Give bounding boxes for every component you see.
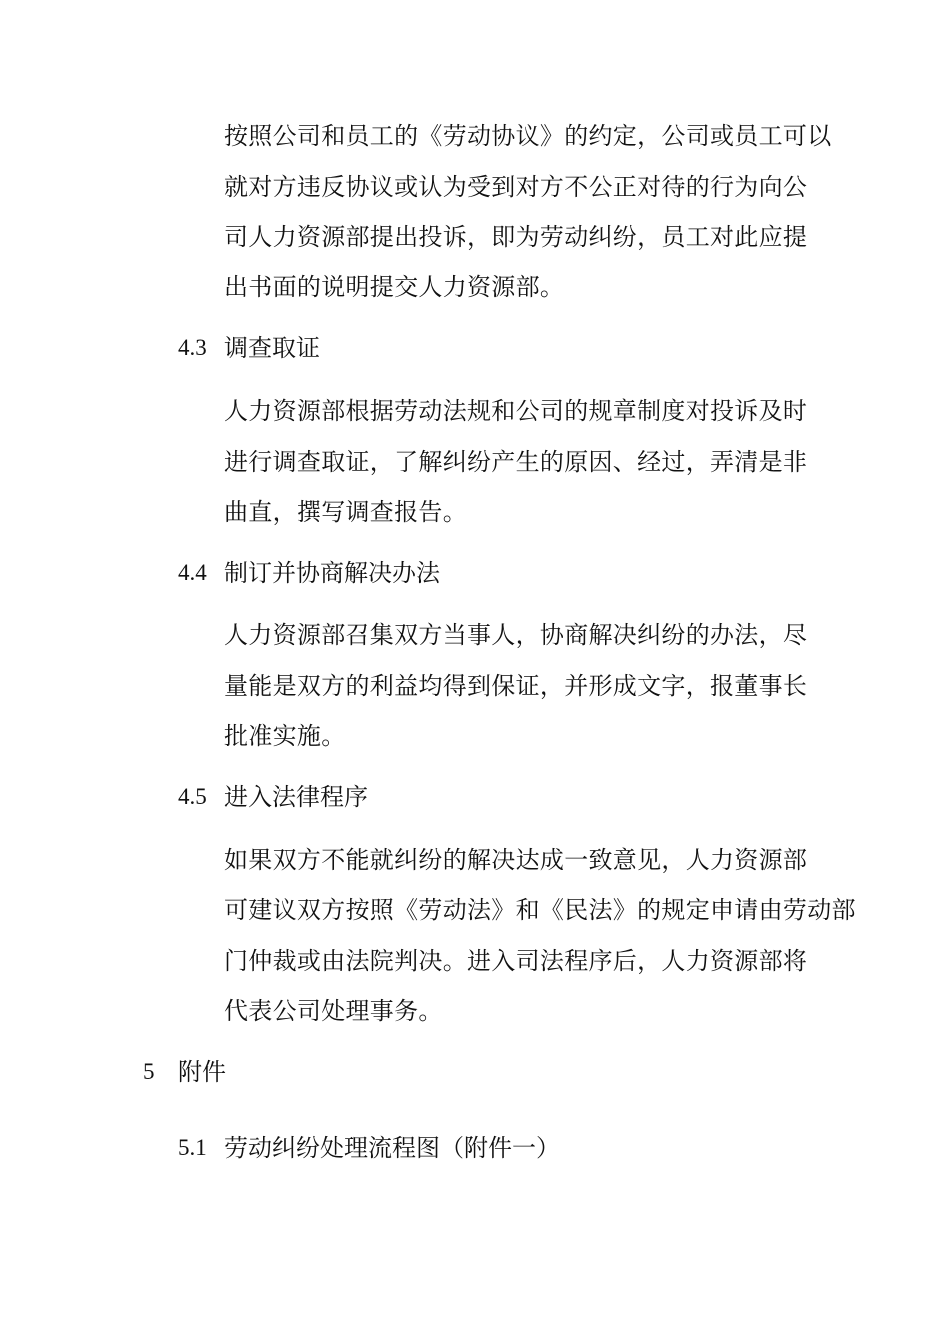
paragraph-line: 司人力资源部提出投诉，即为劳动纠纷，员工对此应提 <box>224 223 808 251</box>
paragraph-line: 进行调查取证，了解纠纷产生的原因、经过，弄清是非 <box>224 448 808 476</box>
paragraph-line: 出书面的说明提交人力资源部。 <box>224 273 565 301</box>
section-number: 4.3 <box>178 335 207 360</box>
paragraph-line: 代表公司处理事务。 <box>224 997 443 1025</box>
section-title: 附件 <box>178 1058 226 1086</box>
paragraph-line: 就对方违反协议或认为受到对方不公正对待的行为向公 <box>224 173 808 201</box>
paragraph-line: 可建议双方按照《劳动法》和《民法》的规定申请由劳动部 <box>224 896 856 924</box>
paragraph-line: 人力资源部根据劳动法规和公司的规章制度对投诉及时 <box>224 397 808 425</box>
section-title: 制订并协商解决办法 <box>224 559 440 587</box>
paragraph-line: 如果双方不能就纠纷的解决达成一致意见，人力资源部 <box>224 846 808 874</box>
section-number: 4.5 <box>178 784 207 809</box>
paragraph-line: 人力资源部召集双方当事人，协商解决纠纷的办法，尽 <box>224 621 808 649</box>
paragraph-line: 按照公司和员工的《劳动协议》的约定，公司或员工可以 <box>224 122 832 150</box>
paragraph-line: 量能是双方的利益均得到保证，并形成文字，报董事长 <box>224 672 808 700</box>
section-number: 5 <box>143 1059 155 1084</box>
section-title: 调查取证 <box>224 334 320 362</box>
section-title: 进入法律程序 <box>224 783 368 811</box>
section-number: 5.1 <box>178 1135 207 1160</box>
paragraph-line: 批准实施。 <box>224 722 346 750</box>
section-number: 4.4 <box>178 560 207 585</box>
paragraph-line: 曲直，撰写调查报告。 <box>224 498 467 526</box>
paragraph-line: 门仲裁或由法院判决。进入司法程序后，人力资源部将 <box>224 947 808 975</box>
section-title: 劳动纠纷处理流程图（附件一） <box>224 1134 560 1162</box>
